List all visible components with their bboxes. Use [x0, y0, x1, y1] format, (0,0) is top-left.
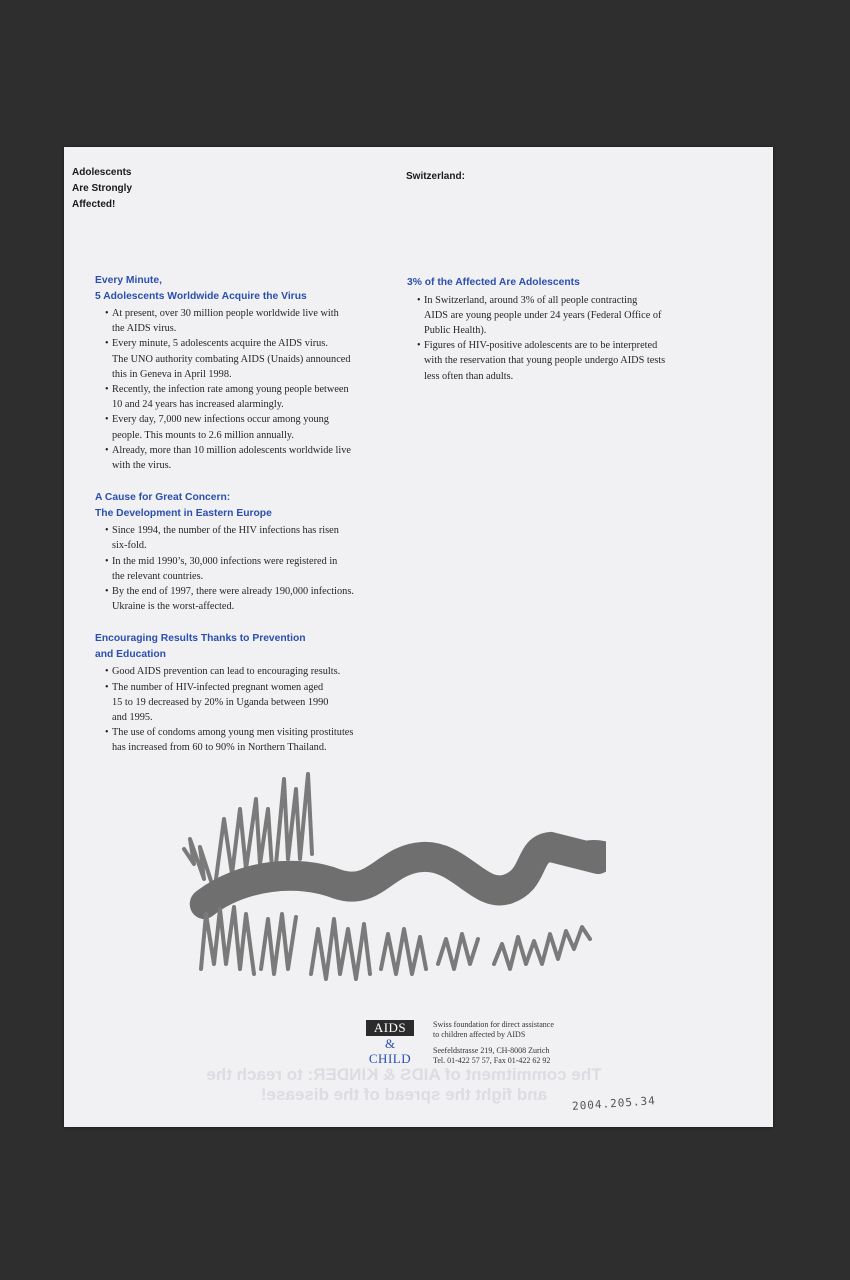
bullet-line: with the reservation that young people undergo AIDS tests — [424, 355, 666, 367]
bullet-line: 10 and 24 years has increased alarmingly. — [112, 399, 284, 411]
bullet-item — [105, 336, 395, 382]
bullet-item — [417, 338, 707, 384]
title-line: 3% of the Affected Are Adolescents — [407, 277, 580, 288]
bleed-through-line: and fight the spread of the disease! — [260, 1085, 548, 1104]
bullet-line: with the virus. — [112, 460, 172, 472]
title-line: 5 Adolescents Worldwide Acquire the Virus — [95, 290, 307, 302]
bullet-line: The UNO authority combating AIDS (Unaids) announced — [112, 353, 351, 365]
logo-aids: AIDS — [366, 1020, 414, 1036]
left-column — [95, 273, 395, 773]
bullet-line: people. This mounts to 2.6 million annually. — [112, 429, 294, 441]
header-line: Affected! — [72, 199, 116, 210]
bullet-item — [105, 306, 395, 336]
bullet-item — [105, 554, 395, 584]
bullet-item — [105, 664, 395, 679]
bullet-item — [105, 680, 395, 726]
bullet-line: the AIDS virus. — [112, 323, 177, 335]
bullet-line: In Switzerland, around 3% of all people contracting — [424, 294, 638, 306]
logo-child: CHILD — [368, 1051, 412, 1066]
bullet-line: The use of condoms among young men visiting prostitutes — [112, 727, 354, 739]
document-page — [64, 147, 773, 1127]
bullet-line: six-fold. — [112, 540, 147, 552]
bullet-item — [105, 382, 395, 412]
section-encouraging-results — [95, 631, 395, 755]
header-line: Are Strongly — [72, 183, 133, 194]
address-line: Seefeldstrasse 219, CH-8008 Zurich — [433, 1046, 550, 1055]
section-eastern-europe — [95, 490, 395, 614]
snake-illustration — [176, 769, 606, 999]
bullet-item — [417, 293, 707, 339]
section-title — [95, 490, 395, 521]
bullet-line: less often than adults. — [424, 370, 514, 382]
bullet-line: Good AIDS prevention can lead to encouraging results. — [112, 666, 341, 678]
section-title — [95, 273, 395, 304]
bullet-line: In the mid 1990’s, 30,000 infections were registered in — [112, 555, 338, 567]
aids-child-logo — [366, 1020, 414, 1066]
bullet-line: this in Geneva in April 1998. — [112, 368, 232, 380]
bullet-line: Every day, 7,000 new infections occur among young — [112, 414, 329, 426]
bullet-line: Every minute, 5 adolescents acquire the AIDS virus. — [112, 338, 328, 350]
title-line: A Cause for Great Concern: — [95, 492, 231, 504]
bullet-line: Ukraine is the worst-affected. — [112, 601, 235, 613]
header-line: Switzerland: — [406, 171, 465, 182]
bullet-list — [95, 306, 395, 473]
bullet-line: Recently, the infection rate among young people between — [112, 384, 349, 396]
bullet-line: The number of HIV-infected pregnant women aged — [112, 681, 324, 693]
bullet-line: has increased from 60 to 90% in Northern Thailand. — [112, 742, 327, 754]
bullet-line: AIDS are young people under 24 years (Federal Office of — [424, 309, 662, 321]
foundation-address — [433, 1020, 554, 1066]
address-line: Swiss foundation for direct assistance — [433, 1020, 554, 1029]
title-line: and Education — [95, 648, 166, 660]
bullet-item — [105, 412, 395, 442]
bullet-list — [95, 523, 395, 614]
bullet-line: the relevant countries. — [112, 570, 204, 582]
bullet-line: Already, more than 10 million adolescents worldwide live — [112, 444, 351, 456]
right-column — [407, 275, 707, 401]
bleed-through-line: The commitment of AIDS & KINDER: to reach the — [206, 1065, 602, 1084]
section-switzerland — [407, 275, 707, 384]
section-every-minute — [95, 273, 395, 473]
bullet-line: Public Health). — [424, 324, 487, 336]
grass-strokes-bottom — [201, 907, 590, 979]
address-line: Tel. 01-422 57 57, Fax 01-422 62 92 — [433, 1056, 551, 1065]
title-line: Encouraging Results Thanks to Prevention — [95, 633, 306, 645]
bullet-item — [105, 523, 395, 553]
bullet-line: 15 to 19 decreased by 20% in Uganda between 1990 — [112, 696, 329, 708]
title-line: The Development in Eastern Europe — [95, 507, 272, 519]
address-line: to children affected by AIDS — [433, 1030, 526, 1039]
right-header — [406, 169, 465, 185]
section-title — [95, 631, 395, 662]
handwritten-accession-number: 2004.205.34 — [571, 1094, 657, 1113]
bullet-item — [105, 725, 395, 755]
bullet-line: Figures of HIV-positive adolescents are to be interpreted — [424, 340, 658, 352]
bullet-line: Since 1994, the number of the HIV infections has risen — [112, 525, 339, 537]
bullet-line: and 1995. — [112, 712, 153, 724]
left-header — [72, 165, 132, 213]
title-line: Every Minute, — [95, 275, 162, 286]
bullet-list — [407, 293, 707, 384]
bullet-line: By the end of 1997, there were already 190,000 infections. — [112, 586, 354, 598]
section-title — [407, 275, 707, 291]
bullet-list — [95, 664, 395, 755]
bullet-item — [105, 443, 395, 473]
logo-ampersand: & — [384, 1036, 396, 1051]
bullet-line: At present, over 30 million people worldwide live with — [112, 308, 339, 319]
bullet-item — [105, 584, 395, 614]
header-line: Adolescents — [72, 167, 132, 178]
